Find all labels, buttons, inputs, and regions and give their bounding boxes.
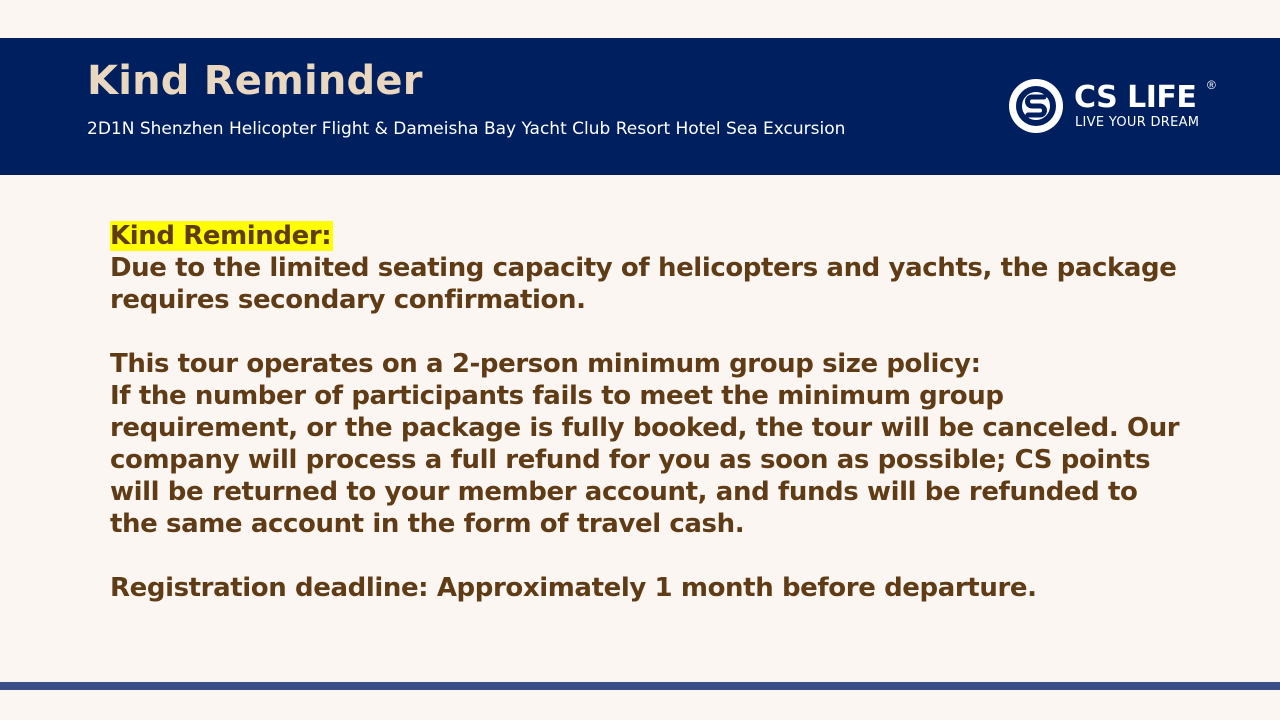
footer-rule — [0, 682, 1280, 690]
spacer — [110, 540, 1190, 572]
reminder-label: Kind Reminder: — [110, 221, 332, 251]
page-subtitle: 2D1N Shenzhen Helicopter Flight & Dameisha Bay Yacht Club Resort Hotel Sea Excursion — [87, 119, 846, 139]
policy-heading: This tour operates on a 2-person minimum group size policy: — [110, 349, 981, 379]
capacity-notice: Due to the limited seating capacity of helicopters and yachts, the package requires secondary confirmation. — [110, 253, 1177, 315]
registered-mark: ® — [1207, 78, 1216, 92]
logo-tagline: LIVE YOUR DREAM — [1075, 115, 1200, 130]
policy-details: If the number of participants fails to meet the minimum group requirement, or the package is fully booked, the tour will be canceled. Our company will process a full refund for you as soon as possible; CS points will be returned to your member account, and funds will be refunded to the same account in the form of travel cash. — [110, 381, 1180, 539]
cs-life-logo-icon — [1008, 78, 1064, 134]
reminder-label-line — [110, 220, 1190, 252]
reminder-content — [110, 220, 1190, 604]
page-title: Kind Reminder — [87, 58, 423, 104]
cs-life-logo — [1008, 76, 1223, 136]
logo-name: CS LIFE — [1074, 80, 1197, 115]
spacer — [110, 316, 1190, 348]
registration-deadline: Registration deadline: Approximately 1 month before departure. — [110, 573, 1037, 603]
